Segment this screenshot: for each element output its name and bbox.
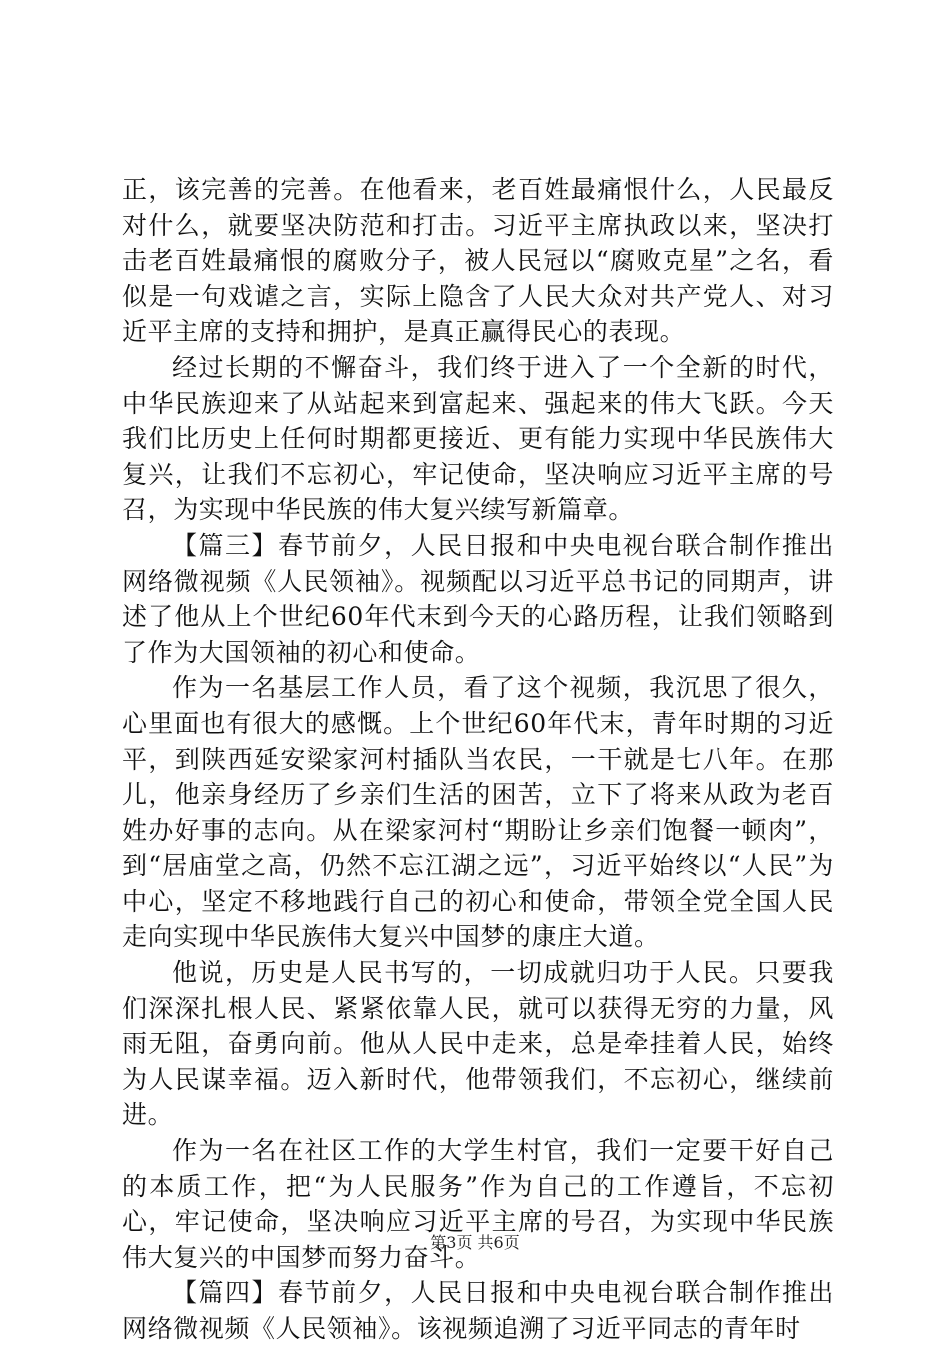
page-number-footer: 第3页 共6页: [430, 1233, 520, 1252]
paragraph-section-three: 【篇三】春节前夕，人民日报和中央电视台联合制作推出网络微视频《人民领袖》。视频配以习近平总书记的同期声，讲述了他从上个世纪60年代末到今天的心路历程，让我们领略到了作为大国领袖的初心和使命。: [122, 530, 834, 667]
paragraph: 作为一名在社区工作的大学生村官，我们一定要干好自己的本质工作，把“为人民服务”作为自己的工作遵旨，不忘初心，牢记使命，坚决响应习近平主席的号召，为实现中华民族伟大复兴的中国梦而努力奋斗。: [122, 1136, 834, 1272]
paragraph-section-four: 【篇四】春节前夕，人民日报和中央电视台联合制作推出网络微视频《人民领袖》。该视频追溯了习近平同志的青年时: [122, 1278, 834, 1343]
paragraph: 经过长期的不懈奋斗，我们终于进入了一个全新的时代，中华民族迎来了从站起来到富起来、强起来的伟大飞跃。今天我们比历史上任何时期都更接近、更有能力实现中华民族伟大复兴，让我们不忘初心，牢记使命，坚决响应习近平主席的号召，为实现中华民族的伟大复兴续写新篇章。: [122, 352, 834, 525]
paragraph: 他说，历史是人民书写的，一切成就归功于人民。只要我们深深扎根人民、紧紧依靠人民，就可以获得无穷的力量，风雨无阻，奋勇向前。他从人民中走来，总是牵挂着人民，始终为人民谋幸福。迈入新时代，他带领我们，不忘初心，继续前进。: [122, 958, 834, 1130]
document-body: [122, 172, 834, 1347]
paragraph: 作为一名基层工作人员，看了这个视频，我沉思了很久，心里面也有很大的感慨。上个世纪60年代末，青年时期的习近平，到陕西延安梁家河村插队当农民，一干就是七八年。在那儿，他亲身经历了乡亲们生活的困苦，立下了将来从政为老百姓办好事的志向。从在梁家河村“期盼让乡亲们饱餐一顿肉”，到“居庙堂之高，仍然不忘江湖之远”，习近平始终以“人民”为中心，坚定不移地践行自己的初心和使命，带领全党全国人民走向实现中华民族伟大复兴中国梦的康庄大道。: [122, 673, 834, 952]
paragraph-continued: 正，该完善的完善。在他看来，老百姓最痛恨什么，人民最反对什么，就要坚决防范和打击。习近平主席执政以来，坚决打击老百姓最痛恨的腐败分子，被人民冠以“腐败克星”之名，看似是一句戏谑之言，实际上隐含了人民大众对共产党人、对习近平主席的支持和拥护，是真正赢得民心的表现。: [122, 175, 834, 347]
